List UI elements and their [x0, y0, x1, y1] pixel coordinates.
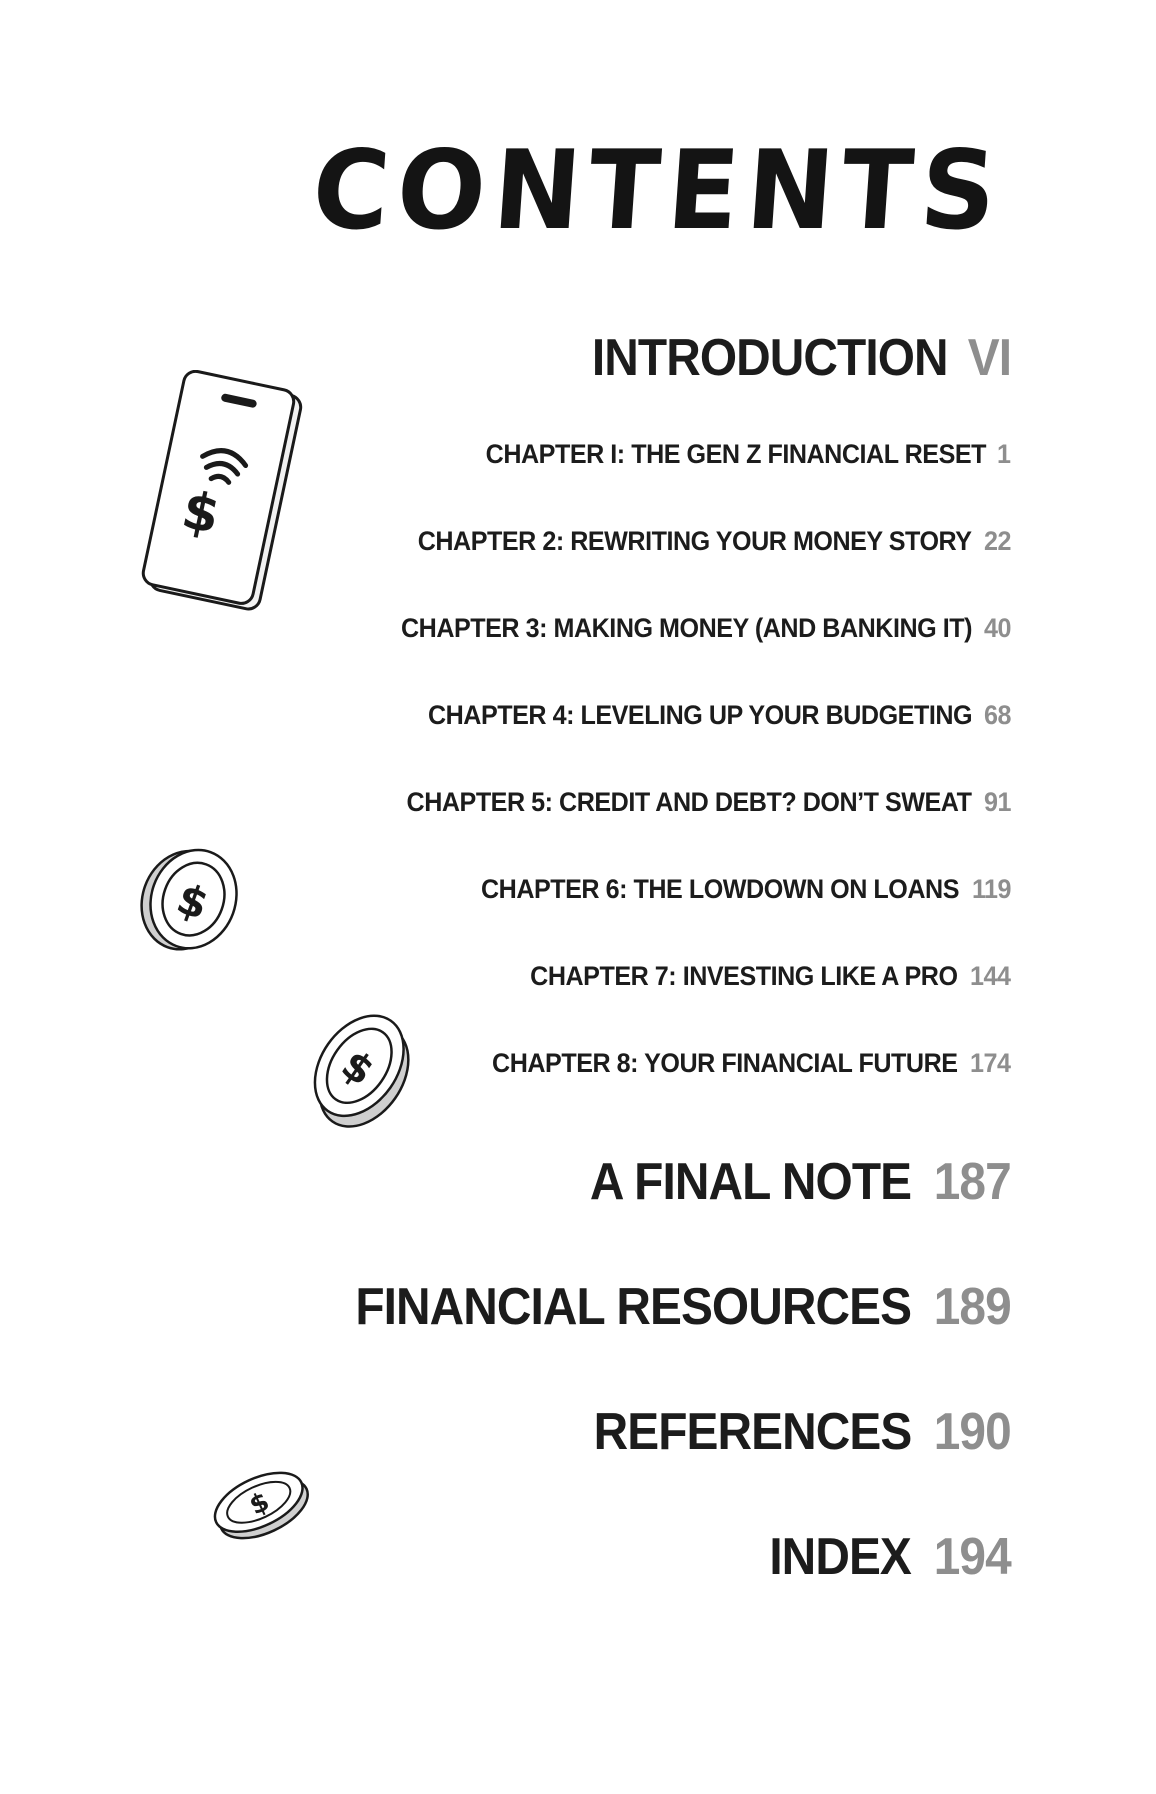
toc-entry-page: 91 — [983, 787, 1011, 817]
toc-entry-page: 190 — [933, 1403, 1011, 1461]
toc-entry-page: 68 — [983, 700, 1011, 730]
toc-entry-chapter-1[interactable] — [448, 439, 1011, 470]
svg-text:$: $ — [332, 1041, 383, 1096]
toc-entry-label: CHAPTER 6: THE LOWDOWN ON LOANS — [480, 874, 959, 904]
page-title: CONTENTS — [308, 125, 1009, 255]
toc-entry-final-note[interactable] — [562, 1152, 1011, 1212]
toc-entry-chapter-2[interactable] — [376, 526, 1011, 557]
toc-entry-label: A FINAL NOTE — [590, 1153, 912, 1211]
toc-entry-page: 1 — [997, 439, 1011, 469]
toc-entry-chapter-4[interactable] — [387, 700, 1011, 731]
toc-entry-label: CHAPTER 5: CREDIT AND DEBT? DON’T SWEAT — [406, 787, 972, 817]
phone-payment-icon — [130, 370, 320, 630]
toc-entry-label: INDEX — [769, 1528, 912, 1586]
toc-entry-page: 174 — [970, 1048, 1011, 1078]
toc-entry-label: CHAPTER 2: REWRITING YOUR MONEY STORY — [418, 526, 972, 556]
svg-text:$: $ — [245, 1486, 275, 1522]
toc-entry-page: 22 — [983, 526, 1011, 556]
toc-entry-label: CHAPTER 7: INVESTING LIKE A PRO — [530, 961, 958, 991]
toc-entry-label: CHAPTER 3: MAKING MONEY (AND BANKING IT) — [400, 613, 972, 643]
dollar-coin-icon — [305, 1005, 415, 1135]
toc-entry-label: REFERENCES — [593, 1403, 912, 1461]
toc-entry-label: CHAPTER 8: YOUR FINANCIAL FUTURE — [491, 1048, 958, 1078]
toc-entry-chapter-8[interactable] — [457, 1048, 1011, 1079]
dollar-coin-icon — [135, 840, 245, 960]
toc-entry-page: 189 — [933, 1278, 1011, 1336]
toc-entry-page: VI — [967, 329, 1011, 387]
toc-entry-index[interactable] — [757, 1527, 1011, 1587]
toc-entry-chapter-5[interactable] — [364, 787, 1011, 818]
toc-entry-page: 194 — [933, 1528, 1011, 1586]
toc-entry-label: CHAPTER 4: LEVELING UP YOUR BUDGETING — [427, 700, 972, 730]
toc-entry-label: CHAPTER I: THE GEN Z FINANCIAL RESET — [486, 439, 987, 469]
toc-entry-financial-resources[interactable] — [307, 1277, 1011, 1337]
svg-text:$: $ — [170, 873, 215, 930]
toc-entry-chapter-6[interactable] — [445, 874, 1011, 905]
toc-entry-label: INTRODUCTION — [592, 329, 948, 387]
toc-entry-page: 144 — [970, 961, 1011, 991]
toc-entry-page: 119 — [971, 874, 1011, 904]
dollar-coin-icon — [205, 1460, 315, 1550]
toc-entry-chapter-3[interactable] — [358, 613, 1011, 644]
toc-entry-page: 187 — [933, 1153, 1011, 1211]
toc-entry-chapter-7[interactable] — [498, 961, 1011, 992]
toc-entry-label: FINANCIAL RESOURCES — [355, 1278, 912, 1336]
toc-entry-introduction[interactable] — [561, 328, 1011, 388]
svg-text:$: $ — [176, 480, 225, 547]
toc-entry-page: 40 — [983, 613, 1011, 643]
toc-entry-references[interactable] — [566, 1402, 1011, 1462]
